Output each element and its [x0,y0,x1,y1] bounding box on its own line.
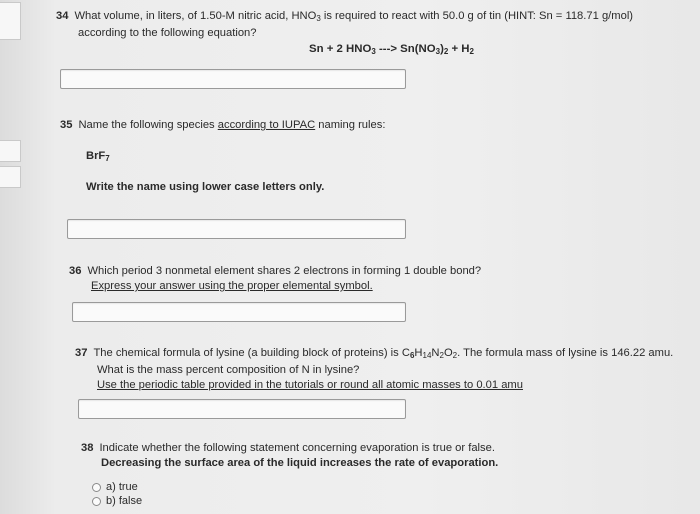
question-37 [75,346,690,393]
instruction-text: Write the name using lower case letters only. [86,181,325,193]
option-true[interactable] [92,481,138,493]
question-hint: Use the periodic table provided in the tutorials or round all atomic masses to 0.01 amu [97,379,523,391]
answer-input-36[interactable] [72,302,406,322]
question-text: Which period 3 nonmetal element shares 2 electrons in forming 1 double bond? [87,265,482,277]
question-34 [56,9,676,41]
question-number: 37 [75,347,88,359]
option-false[interactable] [92,495,142,507]
answer-input-34[interactable] [60,69,406,89]
question-35 [60,118,660,133]
question-text: What is the mass percent composition of N in lysine? [97,364,360,376]
question-text: according to the following equation? [78,27,257,39]
option-label: a) true [106,481,138,493]
question-number: 34 [56,10,69,22]
question-text: The chemical formula of lysine (a building block of proteins) is $C_6H_{14}N_2O_2$. The formula mass of lysine is 146.22 amu. [93,347,674,360]
question-hint: Express your answer using the proper elemental symbol. [91,280,373,292]
chemical-equation: Sn + 2 $HNO_3$ ---> $Sn(NO_3)_2 + H_2$ [309,43,474,56]
question-38 [81,441,681,471]
answer-input-35[interactable] [67,219,406,239]
question-text: Name the following species according to IUPAC naming rules: [78,119,386,131]
question-number: 38 [81,442,94,454]
left-edge-tab [0,2,21,40]
radio-button[interactable] [92,483,101,492]
option-label: b) false [106,495,143,507]
chemical-species: BrF$_7$ [86,150,110,163]
radio-button[interactable] [92,497,101,506]
question-number: 35 [60,119,73,131]
question-statement: Decreasing the surface area of the liquid increases the rate of evaporation. [101,457,499,469]
question-text: What volume, in liters, of 1.50-M nitric acid, $HNO_3$ is required to react with 50.0 g of tin (HINT: Sn = 118.71 g/mol) [74,10,634,23]
answer-input-37[interactable] [78,399,406,419]
question-text: Indicate whether the following statement concerning evaporation is true or false. [99,442,495,454]
left-edge-tab [0,166,21,188]
question-number: 36 [69,265,82,277]
left-edge-tab [0,140,21,162]
question-36 [69,264,669,294]
